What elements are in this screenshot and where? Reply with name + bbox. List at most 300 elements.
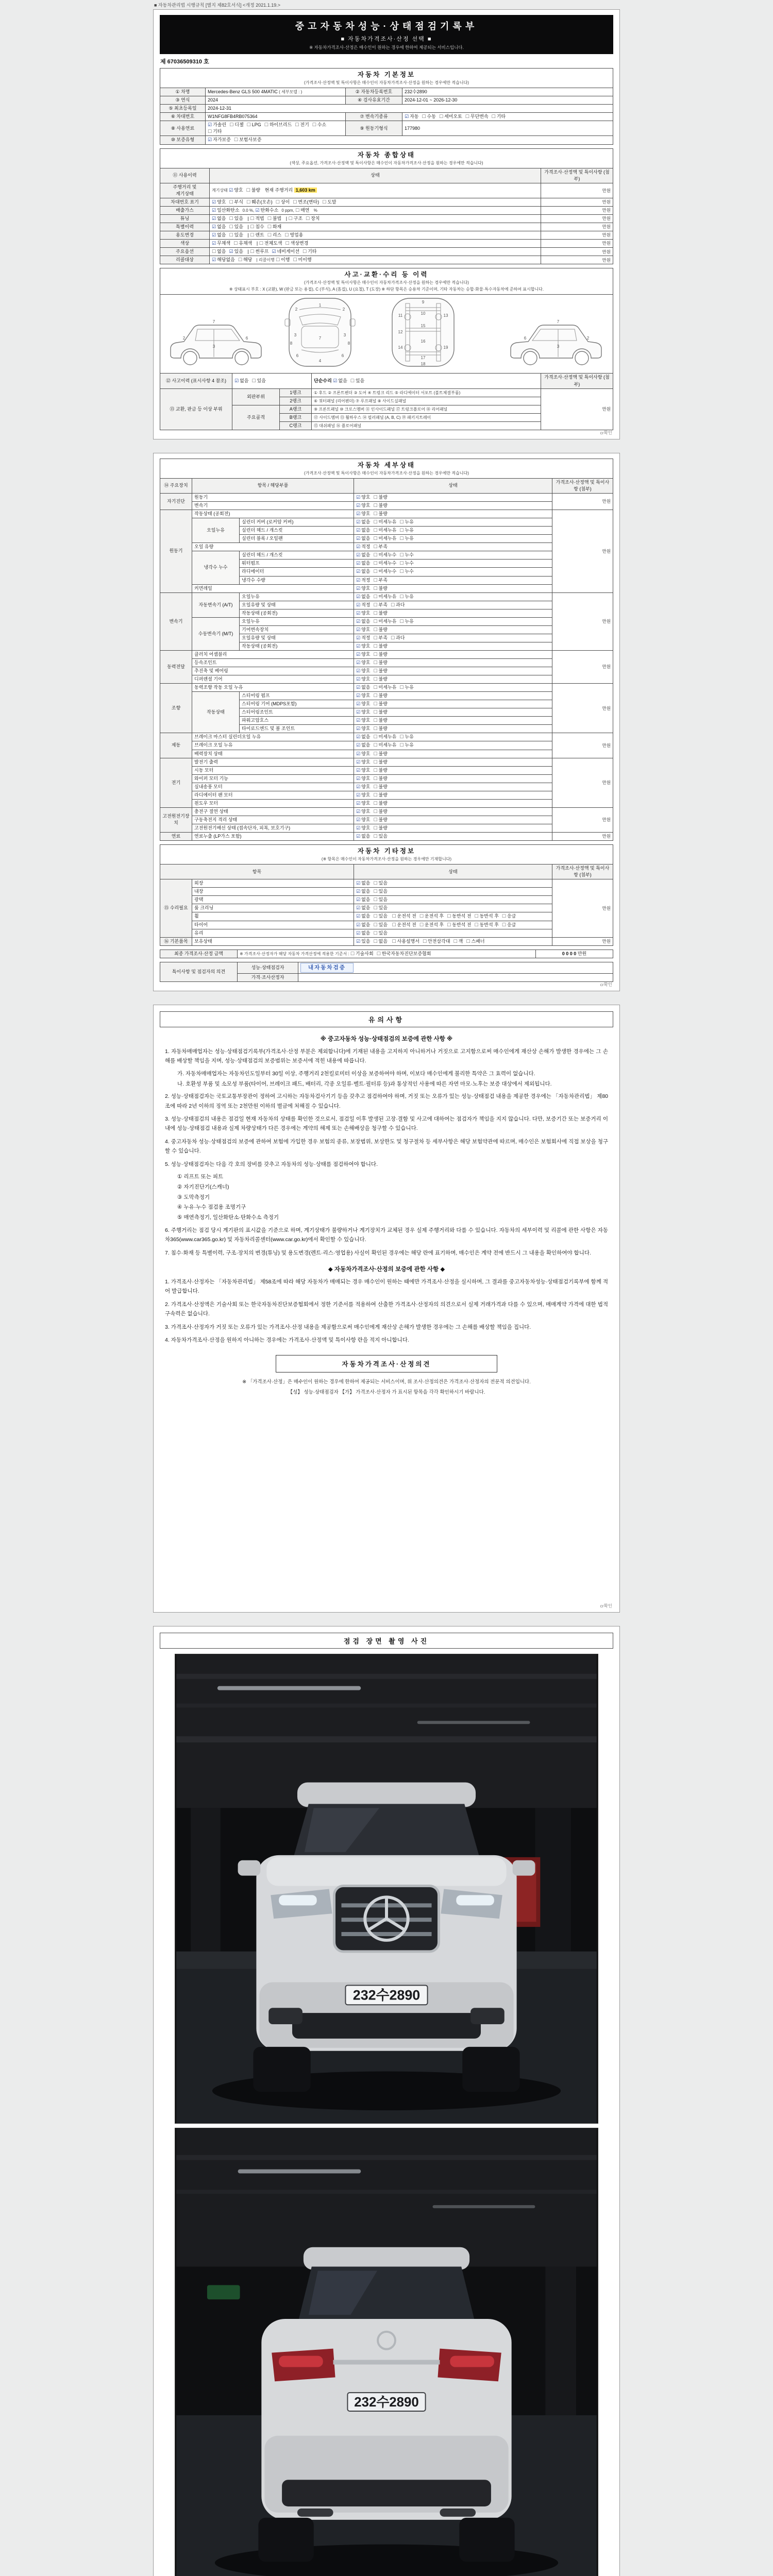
field-value [210, 214, 541, 223]
checkbox-양호[interactable]: ☑ 양호 [356, 792, 371, 798]
checkbox-불량[interactable]: ☐ 불량 [373, 726, 388, 732]
checkbox-누수[interactable]: ☐ 누수 [399, 561, 414, 566]
checkbox-안전삼각대[interactable]: ☐ 안전삼각대 [423, 938, 450, 944]
checkbox-있음[interactable]: ☐ 있음 [350, 378, 365, 383]
checkbox-보험사보증[interactable]: ☐ 보험사보증 [233, 137, 262, 143]
checkbox-불량[interactable]: ☐ 불량 [373, 808, 388, 814]
field-value [160, 845, 613, 865]
checkbox-부족[interactable]: ☐ 부족 [373, 602, 388, 607]
field-value [240, 625, 354, 634]
checkbox-없음[interactable]: ☑ 없음 [356, 833, 371, 839]
checkbox-적법[interactable]: ☐ 적법 [250, 215, 264, 221]
checkbox-없음[interactable]: ☑ 없음 [356, 618, 371, 624]
wheel-right [459, 2518, 514, 2562]
text-label: 오일누유 [207, 528, 225, 533]
text-label: 만원 [602, 548, 611, 554]
checkbox-있음[interactable]: ☐ 있음 [229, 224, 243, 229]
checkbox-불량[interactable]: ☐ 불량 [373, 495, 388, 500]
text-label: 2랭크 [290, 398, 301, 403]
checkbox-미세누유[interactable]: ☐ 미세누유 [373, 685, 397, 690]
text-label: 브레이크 오일 누유 [194, 742, 233, 748]
checkbox-없음[interactable]: ☑ 없음 [356, 880, 371, 886]
checkbox-동반석 후[interactable]: ☐ 동반석 후 [474, 913, 499, 919]
checkbox-불량[interactable]: ☐ 불량 [373, 784, 388, 789]
checkbox-양호[interactable]: ☑ 양호 [356, 817, 371, 822]
checkbox-없음[interactable]: ☑ 없음 [356, 685, 371, 690]
text-label: % [312, 208, 317, 213]
checkbox-양호[interactable]: ☑ 양호 [356, 610, 371, 616]
checkbox-양호[interactable]: ☑ 양호 [356, 676, 371, 682]
checkbox-없음[interactable]: ☑ 없음 [356, 536, 371, 541]
checkbox-미세누수[interactable]: ☐ 미세누수 [373, 561, 397, 566]
svg-text:9: 9 [422, 300, 425, 305]
checkbox-양호[interactable]: ☑ 양호 [356, 495, 371, 500]
checkbox-누수[interactable]: ☐ 누수 [399, 569, 414, 574]
checkbox-불량[interactable]: ☐ 불량 [373, 651, 388, 657]
page-mark: cr확인 [600, 981, 612, 987]
svg-text:3: 3 [212, 344, 215, 349]
checkbox-누유[interactable]: ☐ 누유 [399, 528, 414, 533]
text-label: 자기진단 [167, 499, 185, 504]
text-label: | [246, 249, 250, 255]
field-value [192, 667, 354, 675]
text-label: | 리콜이행 [255, 258, 276, 263]
checkbox-렌트[interactable]: ☐ 렌트 [250, 232, 264, 238]
checkbox-전기[interactable]: ☐ 전기 [295, 122, 309, 128]
table-row [160, 962, 613, 973]
checkbox-양호[interactable]: ☑ 양호 [356, 726, 371, 732]
checkbox-운전석 전[interactable]: ☐ 운전석 전 [392, 922, 416, 927]
checkbox-양호[interactable]: ☑ 양호 [356, 626, 371, 632]
text-label: 계기상태 [212, 188, 229, 193]
field-value [240, 700, 354, 708]
checkbox-불량[interactable]: ☐ 불량 [373, 701, 388, 707]
table-row [160, 888, 613, 896]
checkbox-과다[interactable]: ☐ 과다 [390, 635, 405, 640]
checkbox-없음[interactable]: ☑ 없음 [356, 889, 371, 894]
checkbox-하이브리드[interactable]: ☐ 하이브리드 [264, 122, 292, 128]
checkbox-없음[interactable]: ☑ 없음 [356, 897, 371, 903]
checkbox-누유[interactable]: ☐ 누유 [399, 734, 414, 740]
checkbox-미이행[interactable]: ☐ 미이행 [293, 257, 312, 263]
checkbox-있음[interactable]: ☐ 있음 [373, 880, 388, 886]
checkbox-없음[interactable]: ☐ 없음 [212, 249, 226, 255]
text-label: 파워고압호스 [242, 718, 269, 723]
table-row [160, 214, 613, 223]
checkbox-색상변경[interactable]: ☐ 색상변경 [285, 241, 309, 246]
checkbox-있음[interactable]: ☐ 있음 [251, 378, 266, 383]
notice-item: 2. 가격조사·산정액은 기술사회 또는 한국자동차진단보증협회에서 정한 기준서를 적용하여 산출한 가격조사·산정자의 의견으로서 실제 거래가격과 다를 수 있으며, 매매계약 가격에 대한 법적 구속력은 없습니다. [165, 1301, 608, 1317]
checkbox-없음[interactable]: ☑ 없음 [356, 519, 371, 525]
text-label: 스티어링 펌프 [242, 693, 270, 699]
field-value [541, 256, 613, 264]
checkbox-있음[interactable]: ☐ 있음 [373, 930, 388, 936]
field-value [192, 766, 354, 774]
checkbox-없음[interactable]: ☑ 없음 [356, 930, 371, 936]
checkbox-기타[interactable]: ☐ 기타 [303, 249, 317, 255]
checkbox-불량[interactable]: ☐ 불량 [373, 676, 388, 682]
checkbox-있음[interactable]: ☐ 있음 [229, 215, 243, 221]
field-value [354, 560, 552, 568]
checkbox-누유[interactable]: ☐ 누유 [399, 536, 414, 541]
checkbox-도말[interactable]: ☐ 도말 [322, 199, 337, 205]
checkbox-불법[interactable]: ☐ 불법 [267, 215, 282, 221]
checkbox-운전석 후[interactable]: ☐ 운전석 후 [419, 913, 444, 919]
checkbox-부족[interactable]: ☐ 부족 [373, 577, 388, 583]
field-label [160, 733, 192, 758]
field-value [192, 824, 354, 832]
checkbox-리스[interactable]: ☐ 리스 [267, 232, 282, 238]
field-label [160, 121, 206, 136]
field-value [240, 560, 354, 568]
checkbox-LPG[interactable]: ☐ LPG [246, 122, 261, 128]
text-label: ⑦ 변속기종류 [360, 114, 388, 120]
checkbox-적정[interactable]: ☑ 적정 [356, 635, 371, 640]
checkbox-미세누유[interactable]: ☐ 미세누유 [373, 742, 397, 748]
checkbox-미세누유[interactable]: ☐ 미세누유 [373, 536, 397, 541]
checkbox-스패너[interactable]: ☐ 스패너 [466, 938, 485, 944]
checkbox-양호[interactable]: ☑ 양호 [356, 775, 371, 781]
checkbox-이행[interactable]: ☐ 이행 [276, 257, 290, 263]
checkbox-불량[interactable]: ☐ 불량 [373, 709, 388, 715]
checkbox-화재[interactable]: ☐ 화재 [267, 224, 282, 229]
checkbox-누수[interactable]: ☐ 누수 [399, 552, 414, 558]
checkbox-불량[interactable]: ☐ 불량 [373, 503, 388, 509]
svg-text:2: 2 [342, 307, 345, 312]
checkbox-양호[interactable]: ☑ 양호 [356, 718, 371, 723]
table-row [160, 845, 613, 865]
checkbox-유채색[interactable]: ☐ 유채색 [233, 241, 253, 246]
checkbox-부식[interactable]: ☐ 부식 [229, 199, 243, 205]
checkbox-불량[interactable]: ☐ 불량 [373, 800, 388, 806]
checkbox-양호[interactable]: ☑ 양호 [356, 825, 371, 831]
checkbox-불량[interactable]: ☐ 불량 [373, 610, 388, 616]
checkbox-양호[interactable]: ☑ 양호 [356, 759, 371, 765]
notice-item: 2. 성능·상태점검자는 국토교통부장관이 정하여 고시하는 자동차검사기기 등을 갖추고 점검하여야 하며, 거짓 또는 오류가 있는 성능·상태점검 내용을 제공한 경우에는 「자동차관리법」 제80조에 따라 2년 이하의 징역 또는 2천만원 이하의 벌금에 처해질 수 있습니다. [165, 1093, 608, 1109]
checkbox-없음[interactable]: ☑ 없음 [356, 913, 371, 919]
checkbox-사용설명서[interactable]: ☐ 사용설명서 [392, 938, 420, 944]
text-label: 디퍼렌셜 기어 [194, 676, 223, 682]
field-value [354, 725, 552, 733]
field-value [160, 148, 613, 168]
checkbox-전체도색[interactable]: ☐ 전체도색 [259, 241, 282, 246]
checkbox-양호[interactable]: ☑ 양호 [356, 767, 371, 773]
text-label: 만원 [602, 780, 611, 786]
checkbox-있음[interactable]: ☐ 있음 [229, 232, 243, 238]
checkbox-잭[interactable]: ☐ 잭 [453, 938, 463, 944]
text-label: ⑫ 사이드멤버 ⑬ 휠하우스 ⑭ 필러패널 (A, B, C) ⑲ 패키지트레이 [314, 415, 431, 420]
checkbox-부족[interactable]: ☐ 부족 [373, 544, 388, 550]
checkbox-양호[interactable]: ☑ 양호 [356, 643, 371, 649]
checkbox-부족[interactable]: ☐ 부족 [373, 635, 388, 640]
field-value [192, 684, 354, 692]
text-label: (색상, 주요옵션, 가격조사·산정액 및 특이사항은 매수인이 자동차가격조사·산정을 원하는 경우에만 적습니다) [290, 160, 483, 165]
checkbox-응급[interactable]: ☐ 응급 [501, 913, 516, 919]
checkbox-양호[interactable]: ☑ 양호 [356, 511, 371, 517]
table-row [160, 816, 613, 824]
checkbox-기타[interactable]: ☐ 기타 [208, 129, 222, 134]
table-row [160, 791, 613, 799]
checkbox-적정[interactable]: ☑ 적정 [356, 544, 371, 550]
field-value [210, 231, 541, 240]
checkbox-있음[interactable]: ☑ 있음 [356, 938, 371, 944]
field-value [192, 750, 354, 758]
checkbox-불량[interactable]: ☐ 불량 [373, 668, 388, 674]
checkbox-불량[interactable]: ☐ 불량 [373, 626, 388, 632]
checkbox-적정[interactable]: ☑ 적정 [356, 577, 371, 583]
checkbox-불량[interactable]: ☐ 불량 [373, 759, 388, 765]
text-label: ⑮ 수리필요 [164, 905, 188, 911]
checkbox-있음[interactable]: ☐ 있음 [373, 905, 388, 911]
checkbox-누유[interactable]: ☐ 누유 [399, 618, 414, 624]
text-label: 현재 주행거리 [263, 188, 294, 193]
table-row [160, 865, 613, 879]
checkbox-양호[interactable]: ☑ 양호 [356, 751, 371, 756]
checkbox-없음[interactable]: ☑ 없음 [356, 922, 371, 927]
checkbox-없음[interactable]: ☑ 없음 [356, 905, 371, 911]
checkbox-미세누유[interactable]: ☐ 미세누유 [373, 519, 397, 525]
checkbox-불량[interactable]: ☐ 불량 [373, 585, 388, 591]
section-title-etc: 자동차 기타정보 [358, 848, 415, 855]
checkbox-네비게이션[interactable]: ☑ 네비게이션 [272, 249, 300, 255]
checkbox-없음[interactable]: ☑ 없음 [356, 734, 371, 740]
field-label [160, 758, 192, 807]
field-value [354, 634, 552, 642]
checkbox-무채색[interactable]: ☑ 무채색 [212, 241, 231, 246]
field-value [354, 741, 552, 750]
text-label: 스티어링 기어 (MDPS포함) [242, 701, 297, 707]
checkbox-상이[interactable]: ☐ 상이 [275, 199, 290, 205]
checkbox-양호[interactable]: ☑ 양호 [356, 701, 371, 707]
field-value [354, 774, 552, 783]
svg-text:18: 18 [421, 362, 426, 367]
etc-info-section [160, 844, 613, 946]
document-subtitle: ■ 자동차가격조사·산정 선택 ■ [341, 36, 432, 42]
checkbox-양호[interactable]: ☑ 양호 [356, 800, 371, 806]
checkbox-썬루프[interactable]: ☐ 썬루프 [250, 249, 269, 255]
checkbox-영업용[interactable]: ☐ 영업용 [284, 232, 304, 238]
checkbox-없음[interactable]: ☑ 없음 [333, 378, 347, 383]
notice-item: 【성】 성능·상태점검자 【가】 가격조사·산정자 가 표시된 항목을 각각 확인하시기 바랍니다. [288, 1389, 485, 1396]
checkbox-일산화탄소[interactable]: ☑ 일산화탄소 [212, 207, 240, 213]
checkbox-미세누유[interactable]: ☐ 미세누유 [373, 734, 397, 740]
checkbox-미세누수[interactable]: ☐ 미세누수 [373, 569, 397, 574]
checkbox-매연[interactable]: ☐ 매연 [295, 207, 310, 213]
checkbox-동반석 후[interactable]: ☐ 동반석 후 [474, 922, 499, 927]
field-label [346, 88, 402, 96]
table-row [160, 96, 613, 105]
field-label [552, 865, 613, 879]
svg-text:3: 3 [294, 333, 297, 338]
checkbox-한국자동차진단보증협회[interactable]: ☐ 한국자동차진단보증협회 [376, 951, 431, 956]
text-label: 외장 [194, 880, 204, 886]
checkbox-디젤[interactable]: ☐ 디젤 [229, 122, 244, 128]
checkbox-침수[interactable]: ☐ 침수 [250, 224, 264, 229]
checkbox-없음[interactable]: ☑ 없음 [234, 378, 249, 383]
checkbox-누유[interactable]: ☐ 누유 [399, 519, 414, 525]
checkbox-미세누유[interactable]: ☐ 미세누유 [373, 528, 397, 533]
checkbox-양호[interactable]: ☑ 양호 [212, 199, 226, 205]
checkbox-훼손(오손)[interactable]: ☐ 훼손(오손) [246, 199, 273, 205]
checkbox-불량[interactable]: ☐ 불량 [373, 792, 388, 798]
checkbox-불량[interactable]: ☐ 불량 [373, 751, 388, 756]
checkbox-없음[interactable]: ☑ 없음 [212, 224, 226, 229]
field-value [192, 832, 354, 840]
checkbox-누유[interactable]: ☐ 누유 [399, 742, 414, 748]
field-value [354, 708, 552, 717]
checkbox-불량[interactable]: ☐ 불량 [373, 659, 388, 665]
table-row [160, 105, 613, 113]
checkbox-운전석 전[interactable]: ☐ 운전석 전 [392, 913, 416, 919]
checkbox-구조[interactable]: ☐ 구조 [288, 215, 303, 221]
checkbox-있음[interactable]: ☐ 있음 [373, 913, 388, 919]
checkbox-양호[interactable]: ☑ 양호 [356, 784, 371, 789]
checkbox-없음[interactable]: ☑ 없음 [356, 528, 371, 533]
checkbox-미세누유[interactable]: ☐ 미세누유 [373, 594, 397, 599]
checkbox-없음[interactable]: ☑ 없음 [356, 561, 371, 566]
checkbox-미세누수[interactable]: ☐ 미세누수 [373, 552, 397, 558]
checkbox-없음[interactable]: ☑ 없음 [212, 232, 226, 238]
field-label [232, 388, 280, 405]
text-label: 만원 [602, 499, 611, 504]
checkbox-무단변속[interactable]: ☐ 무단변속 [465, 114, 489, 120]
text-label: (가격조사·산정액 및 특이사항은 매수인이 자동차가격조사·산정을 원하는 경우에만 적습니다) [304, 80, 469, 86]
text-label: 등속조인트 [194, 659, 217, 665]
checkbox-누유[interactable]: ☐ 누유 [399, 685, 414, 690]
checkbox-있음[interactable]: ☐ 있음 [373, 897, 388, 903]
field-value [210, 248, 541, 256]
checkbox-동반석 전[interactable]: ☐ 동반석 전 [447, 922, 472, 927]
field-label [160, 105, 206, 113]
field-value [354, 937, 552, 945]
svg-text:10: 10 [421, 311, 426, 316]
text-label: 용도변경 [176, 232, 194, 238]
field-value [192, 896, 354, 904]
field-value [354, 783, 552, 791]
checkbox-변조(변타)[interactable]: ☐ 변조(변타) [293, 199, 320, 205]
field-value [354, 576, 552, 584]
checkbox-자동[interactable]: ☑ 자동 [405, 114, 419, 120]
checkbox-탄화수소[interactable]: ☑ 탄화수소 [255, 207, 279, 213]
checkbox-양호[interactable]: ☑ 양호 [356, 808, 371, 814]
checkbox-불량[interactable]: ☐ 불량 [373, 775, 388, 781]
checkbox-없음[interactable]: ☑ 없음 [356, 742, 371, 748]
checkbox-불량[interactable]: ☐ 불량 [373, 767, 388, 773]
checkbox-불량[interactable]: ☐ 불량 [373, 693, 388, 699]
opinion-table [160, 962, 613, 982]
field-value [192, 494, 354, 502]
checkbox-있음[interactable]: ☐ 있음 [373, 889, 388, 894]
field-label [346, 96, 402, 105]
field-value [552, 650, 613, 683]
checkbox-가솔린[interactable]: ☑ 가솔린 [208, 122, 227, 128]
svg-text:6: 6 [524, 336, 527, 341]
checkbox-수소[interactable]: ☐ 수소 [312, 122, 327, 128]
table-row [160, 617, 613, 625]
text-label: (가격조사·산정액 및 특이사항은 매수인이 자동차가격조사·산정을 원하는 경우에만 적습니다) [304, 470, 469, 476]
checkbox-누유[interactable]: ☐ 누유 [399, 594, 414, 599]
checkbox-양호[interactable]: ☑ 양호 [356, 651, 371, 657]
text-label: 발전기 출력 [194, 759, 218, 765]
notice-item: 1. 자동차매매업자는 성능·상태점검기록부(가격조사·산정 부분은 제외합니다)에 기재된 내용을 고지하지 아니하거나 거짓으로 고지함으로써 매수인에게 재산상 손해가 발생한 경우에는 그 손해를 배상할 책임을 지며, 성능·상태점검의 보증범위는 보증서에 적힌 내용에 따릅니다. [165, 1048, 608, 1064]
field-value [192, 502, 354, 510]
text-label: 만원 [577, 951, 587, 956]
text-label: 구동축전지 격리 상태 [194, 817, 238, 822]
text-label: 조향 [171, 705, 181, 711]
checkbox-불량[interactable]: ☐ 불량 [373, 825, 388, 831]
table-row [160, 231, 613, 240]
checkbox-자가보증[interactable]: ☑ 자가보증 [208, 137, 231, 143]
checkbox-있음[interactable]: ☐ 있음 [373, 922, 388, 927]
checkbox-양호[interactable]: ☑ 양호 [356, 693, 371, 699]
checkbox-수동[interactable]: ☐ 수동 [422, 114, 436, 120]
checkbox-기타[interactable]: ☐ 기타 [491, 114, 506, 120]
checkbox-기술사회[interactable]: ☐ 기술사회 [350, 951, 374, 956]
checkbox-불량[interactable]: ☐ 불량 [373, 643, 388, 649]
table-row [160, 206, 613, 214]
table-row [160, 807, 613, 816]
field-value [354, 650, 552, 658]
checkbox-없음[interactable]: ☑ 없음 [356, 594, 371, 599]
text-label: ⑥ 쿼터패널 (리어펜더) ⑦ 루프패널 ⑧ 사이드실패널 [314, 398, 407, 403]
text-label: 만원 [602, 257, 611, 263]
checkbox-양호[interactable]: ☑ 양호 [229, 188, 243, 193]
checkbox-있음[interactable]: ☑ 있음 [229, 249, 243, 255]
checkbox-장치[interactable]: ☐ 장치 [306, 215, 320, 221]
checkbox-양호[interactable]: ☑ 양호 [356, 659, 371, 665]
checkbox-있음[interactable]: ☐ 있음 [373, 833, 388, 839]
checkbox-양호[interactable]: ☑ 양호 [356, 503, 371, 509]
checkbox-양호[interactable]: ☑ 양호 [356, 668, 371, 674]
field-value [354, 535, 552, 543]
text-label: ⑬ 교환, 판금 등 이상 부위 [170, 406, 223, 412]
checkbox-불량[interactable]: ☐ 불량 [373, 511, 388, 517]
checkbox-없음[interactable]: ☐ 없음 [373, 938, 388, 944]
checkbox-해당없음[interactable]: ☑ 해당없음 [212, 257, 235, 263]
checkbox-과다[interactable]: ☐ 과다 [390, 602, 405, 607]
checkbox-없음[interactable]: ☑ 없음 [212, 215, 226, 221]
field-value [240, 717, 354, 725]
checkbox-없음[interactable]: ☑ 없음 [356, 569, 371, 574]
checkbox-운전석 후[interactable]: ☐ 운전석 후 [419, 922, 444, 927]
field-value [354, 510, 552, 518]
text-label: 만원 [602, 216, 611, 222]
table-row [160, 741, 613, 750]
checkbox-적정[interactable]: ☑ 적정 [356, 602, 371, 607]
text-label: 추진축 및 베어링 [194, 668, 228, 674]
checkbox-불량[interactable]: ☐ 불량 [246, 188, 261, 193]
table-row [160, 223, 613, 231]
checkbox-해당[interactable]: ☐ 해당 [238, 257, 253, 263]
checkbox-없음[interactable]: ☑ 없음 [356, 552, 371, 558]
checkbox-양호[interactable]: ☑ 양호 [356, 709, 371, 715]
notice-title: 유의사항 [160, 1011, 613, 1027]
table-row [160, 824, 613, 832]
checkbox-불량[interactable]: ☐ 불량 [373, 817, 388, 822]
checkbox-불량[interactable]: ☐ 불량 [373, 718, 388, 723]
text-label: 만원 [602, 905, 611, 911]
text-label: 충전구 절연 상태 [194, 808, 228, 814]
text-label: 고전원전기장치 [162, 814, 190, 826]
field-value [206, 105, 613, 113]
checkbox-동반석 전[interactable]: ☐ 동반석 전 [447, 913, 472, 919]
checkbox-양호[interactable]: ☑ 양호 [356, 585, 371, 591]
field-value [552, 879, 613, 937]
checkbox-세미오토[interactable]: ☐ 세미오토 [439, 114, 462, 120]
field-value [541, 240, 613, 248]
checkbox-미세누유[interactable]: ☐ 미세누유 [373, 618, 397, 624]
checkbox-응급[interactable]: ☐ 응급 [501, 922, 516, 927]
